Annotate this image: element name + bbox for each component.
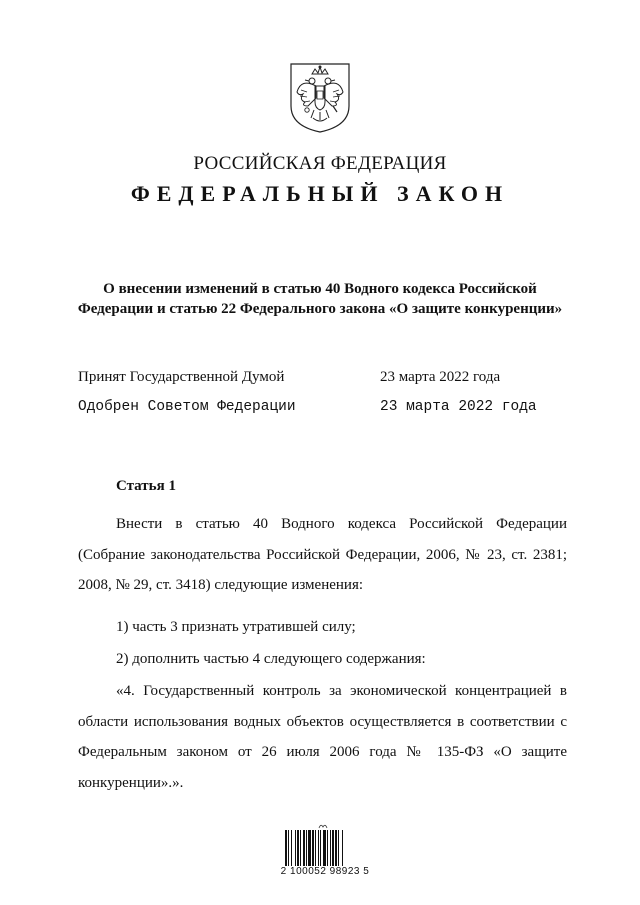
country-name: РОССИЙСКАЯ ФЕДЕРАЦИЯ [193,153,447,174]
adopted-label: Принят Государственной Думой [78,369,285,385]
adopted-date: 23 марта 2022 года [380,369,501,385]
law-title [0,279,640,319]
approved-date: 23 марта 2022 года [380,399,537,415]
approved-label: Одобрен Советом Федерации [78,399,296,415]
barcode-icon [283,822,365,868]
article-heading: Статья 1 [116,478,176,494]
amendment-quote [78,676,567,798]
law-title-line: Федерации и статью 22 Федерального закона «О защите конкуренции» [77,301,563,317]
document-type: ФЕДЕРАЛЬНЫЙ ЗАКОН [130,181,510,206]
item-text: 2) дополнить частью 4 следующего содержания: [116,651,426,667]
barcode-number: 2 100052 98923 5 [280,866,370,877]
article-item [78,644,567,675]
item-text: 1) часть 3 признать утратившей силу; [116,619,356,635]
quote-text: «4. Государственный контроль за экономической концентрацией в области использования водных объектов осуществляется в соответствии с Федеральным законом от 26 июля 2006 года № 135-ФЗ «О защите конкуренции».». [78,683,567,791]
coat-of-arms-icon [287,62,353,134]
article-paragraph [78,509,567,601]
law-title-line: О внесении изменений в статью 40 Водного кодекса Российской [103,281,537,297]
paragraph-text: Внести в статью 40 Водного кодекса Российской Федерации (Собрание законодательства Российской Федерации, 2006, № 23, ст. 2381; 2008, № 29, ст. 3418) следующие изменения: [78,516,567,593]
article-item [78,612,567,643]
